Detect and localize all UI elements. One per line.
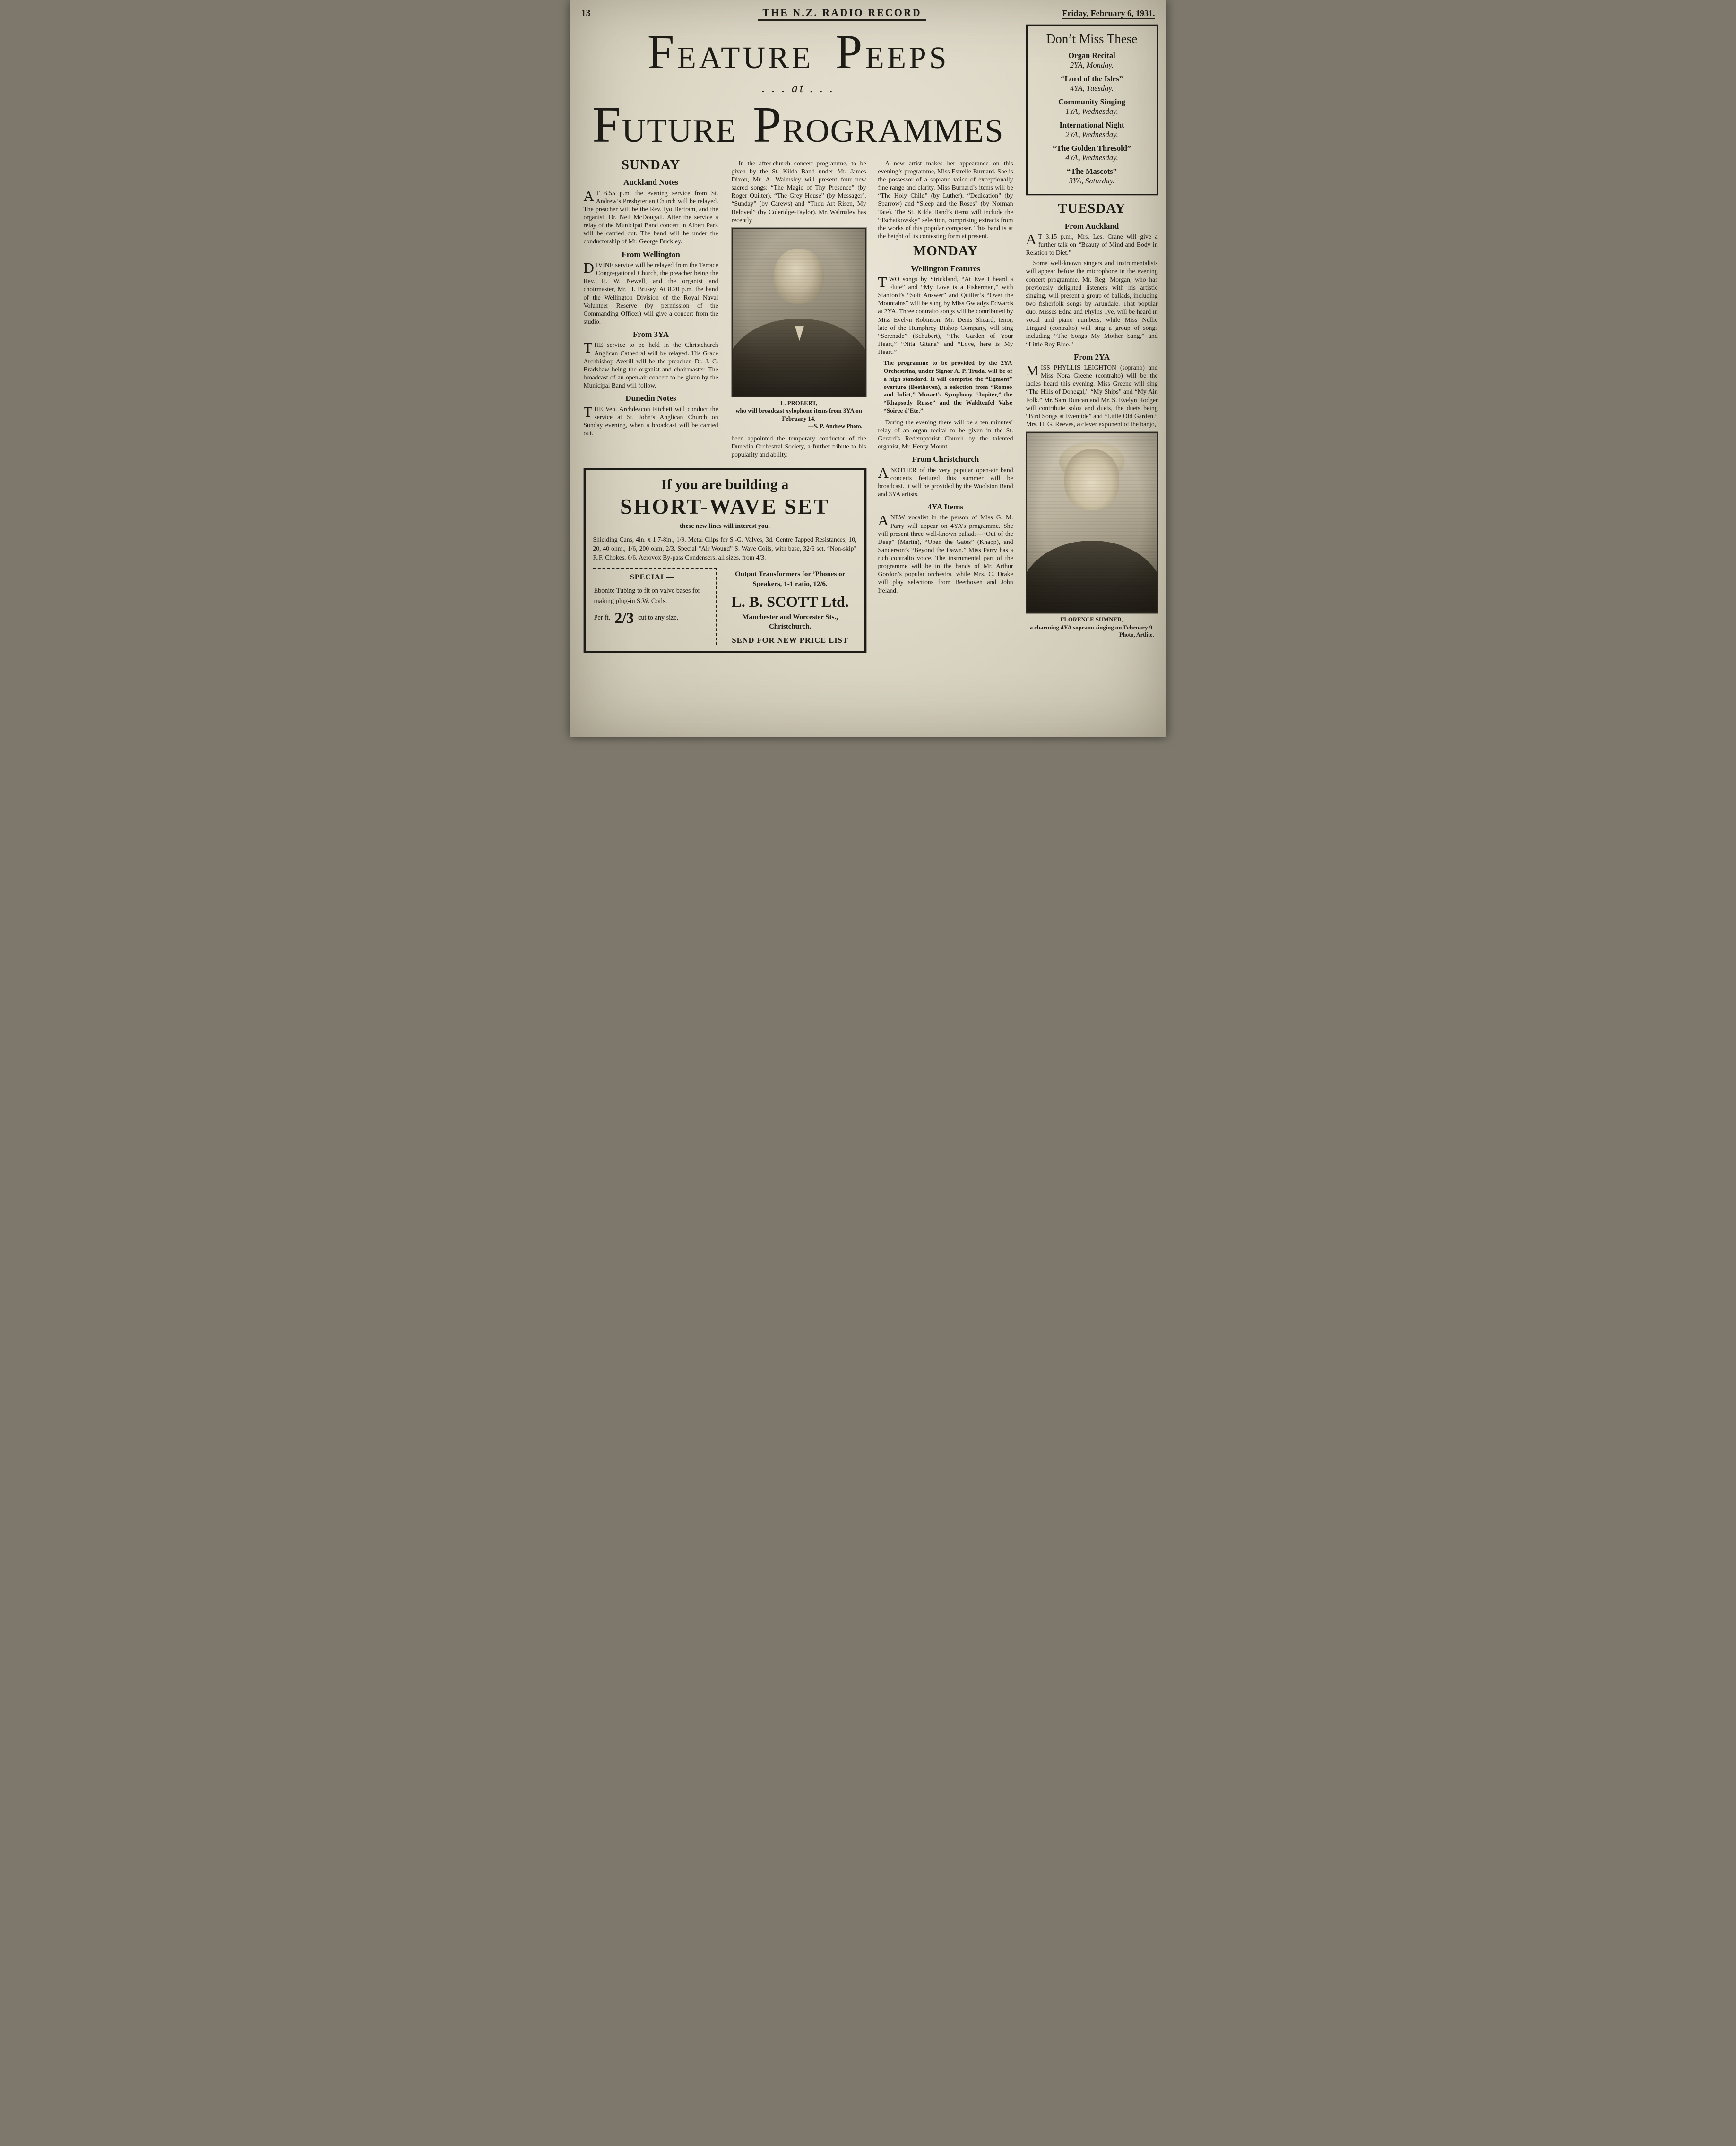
ad-title-line1: If you are building a [661,475,789,492]
paragraph-text: T 3.15 p.m., Mrs. Les. Crane will give a further talk on “Beauty of Mind and Body in Relation to Diet.” [1026,233,1158,257]
masthead-date-text: Friday, February 6, 1931. [1062,9,1155,19]
paragraph-text: WO songs by Strickland, “At Eve I heard a Flute” and “My Love is a Fisherman,” with Stanford’s “Soft Answer” and Quilter’s “Over the Mountains” will be sung by Miss Gwladys Edwards at 2YA. Three contralto songs will be contributed by Miss Evelyn Robinson. Mr. Denis Sheard, tenor, late of the Humphrey Bishop Company, will sing “Serenade” (Schubert), “The Garden of Your Heart,” “Nita Gitana” and “Love, here is My Heart.” [878,275,1013,356]
sumner-portrait-photo [1026,432,1158,613]
paragraph [584,405,718,438]
from-auckland-subheading: From Auckland [1064,221,1119,231]
paragraph [584,341,718,389]
from-3ya-subheading: From 3YA [632,330,669,339]
page-number: 13 [581,8,591,18]
paragraph-text: NOTHER of the very popular open-air band concerts featured this summer will be broadcast. It will be provided by the Woolston Band and 3YA artists. [878,466,1013,498]
dropcap: A [878,464,889,481]
orchestrina-note: The programme to be provided by the 2YA Orchestrina, under Signor A. P. Truda, will be of a high standard. It will comprise the “Egmont” overture (Beethoven), a selection from “Romeo and Juliet,” Mozart’s Symphony “Jupiter,” the “Rhapsody Russe” and the Waldteufel Valse “Soiree d’Ete.” [883,360,1012,414]
paragraph-text: T 6.55 p.m. the evening service from St. Andrew’s Presbyterian Church will be relayed. The preacher will be the Rev. Iyo Bertram, and the organist, Dr. Neil McDougall. After the service a relay of the Municipal Band concert in Albert Park will be carried out. The band will be under the conductorship of Mr. George Buckley. [583,189,718,245]
ad-call-to-action: SEND FOR NEW PRICE LIST [732,635,848,645]
portrait-torso [732,319,866,396]
dont-miss-item [1031,144,1153,163]
headline-rest: ROGRAMMES [782,113,1004,150]
dont-miss-item [1031,97,1153,116]
portrait-head [774,249,824,304]
headline-rest: EATURE [677,41,814,75]
dont-miss-item-schedule: 4YA, Tuesday. [1070,84,1114,93]
headline-line-feature-peeps [584,28,1013,77]
caption-name: FLORENCE SUMNER, [1060,616,1123,623]
paragraph-text: IVINE service will be relayed from the Terrace Congregational Church, the preacher being the Rev. H. W. Newell, and the organist and choirmaster, Mr. H. Brusey. At 8.20 p.m. the band of the Wellington Division of the Royal Naval Volunteer Reserve (by permission of the Commanding Officer) will give a concert from the studio. [583,261,718,325]
column-probert [725,155,866,461]
ad-special-box [593,568,717,645]
paragraph-text: NEW vocalist in the person of Miss G. M. Parry will appear on 4YA’s programme. She will present three well-known ballads—“Out of the Deep” (Martin), “Open the Gates” (Knapp), and Sanderson’s “Beyond the Dawn.” Miss Parry has a rich contralto voice. The instrumental part of the programme will be in the hands of Mr. Arthur Gordon’s popular orchestra, while Mrs. C. Drake will play selections from Beethoven and John Ireland. [878,514,1013,594]
paragraph-text: HE Ven. Archdeacon Fitchett will conduct the service at St. John’s Anglican Church on Sunday evening, when a broadcast will be carried out. [583,405,718,437]
dont-miss-item-schedule: 4YA, Wednesday. [1065,153,1118,162]
dunedin-notes-subheading: Dunedin Notes [625,394,676,403]
headline-initial: F [592,96,622,154]
probert-portrait-photo [732,228,866,397]
paragraph: A new artist makes her appearance on this evening’s programme, Miss Estrelle Burnard. She is the possessor of a soprano voice of exceptionally fine range and clarity. Miss Burnard’s items will be “The Holy Child” (by Luther), “Dedication” (by Sparrow) and “Sleep and the Roses” (by Norman Tate). The St. Kilda Band’s items will include the “Tschaikowsky” selection, comprising extracts from the works of this popular composer. This band is at the height of its contesting form at present. [878,159,1013,240]
portrait-collar [795,326,804,341]
paragraph [584,189,718,246]
paragraph-text: HE service to be held in the Christchurch Anglican Cathedral will be relayed. His Grace Archbishop Averill will be the preacher, Dr. J. C. Bradshaw being the organist and choirmaster. The broadcast of an open-air concert to be given by the Municipal Band will follow. [583,341,718,389]
page-content [579,25,1158,653]
ad-company-name: L. B. SCOTT Ltd. [731,593,849,610]
dropcap: M [1026,362,1039,379]
ad-company-address: Manchester and Worcester Sts., Christchurch. [742,613,838,631]
headline-initial: P [835,26,865,79]
dont-miss-item-name: “The Golden Thresold” [1052,144,1131,153]
dont-miss-item [1031,167,1153,186]
columns-one-two [584,155,866,653]
dont-miss-item-schedule: 2YA, Monday. [1070,60,1114,69]
dont-miss-title: Don’t Miss These [1046,32,1138,46]
ad-body-text: Shielding Cans, 4in. x 1 7-8in., 1/9. Metal Clips for S.-G. Valves, 3d. Centre Tapped Resistances, 10, 20, 40 ohm., 1/6, 200 ohm, 2/3. Special “Air Wound” S. Wave Coils, with base, 32/6 set. “Non-skip” R.F. Chokes, 6/6. Aerovox By-pass Condensers, all sizes, from 4/3. [593,535,857,561]
headline-initial: F [647,26,677,79]
dropcap: T [878,273,887,290]
paragraph: Some well-known singers and instrumentalists will appear before the microphone in the evening concert programme. Mr. Reg. Morgan, who has previously delighted listeners with his artistic singing, will present a group of ballads, including two fisherfolk songs by Arundale. That popular duo, Misses Edna and Phyllis Tye, will be heard in vocal and piano numbers, while Miss Nellie Lingard (contralto) will sing a group of songs including “The Songs My Mother Sang,” and “Little Boy Blue.” [1026,259,1158,348]
dont-miss-item-name: “Lord of the Isles” [1061,74,1123,83]
headline-word-programmes [753,96,1004,154]
ad-special-label: SPECIAL— [630,573,674,581]
dont-miss-item-name: Community Singing [1058,97,1125,106]
caption-text: a charming 4YA soprano singing on February 9. [1029,624,1154,631]
paragraph: In the after-church concert programme, to be given by the St. Kilda Band under Mr. James Dixon, Mr. A. Walmsley will present four new sacred songs: “The Magic of Thy Presence” (by Roger Quilter), “The Grey House” (by Messager), “Sunday” (by Carews) and “Thou Art Risen, My Beloved” (by Coleridge-Taylor). Mr. Walmsley has recently [731,159,866,224]
columns-one-two-row [584,155,866,461]
ad-output-text: Output Transformers for ’Phones or Speakers, 1-1 ratio, 12/6. [734,570,846,588]
headline-word-future [592,96,737,154]
ad-price-suffix: cut to any size. [638,613,679,621]
ad-subtitle: these new lines will interest you. [679,522,770,530]
portrait-hair [1059,442,1124,482]
caption-text: who will broadcast xylophone items from 3YA on February 14. [735,407,862,422]
dont-miss-item-name: International Night [1059,121,1124,129]
dont-miss-item-name: Organ Recital [1068,51,1115,60]
ad-special-text: Ebonite Tubing to fit on valve bases for making plug-in S.W. Coils. [594,587,700,605]
newspaper-page [570,0,1166,737]
from-christchurch-subheading: From Christchurch [912,455,979,464]
dont-miss-item-schedule: 3YA, Saturday. [1069,176,1115,185]
sunday-heading: SUNDAY [621,157,681,172]
left-columns [584,155,1013,653]
dont-miss-item [1031,74,1153,93]
portrait-head [1064,449,1119,510]
dropcap: A [583,187,594,204]
headline-word-peeps [835,26,950,79]
headline-word-feature [647,26,814,79]
dont-miss-item-schedule: 1YA, Wednesday. [1065,107,1118,116]
ad-bottom-row [593,568,857,645]
headline [584,25,1013,155]
wellington-features-subheading: Wellington Features [911,264,980,273]
dont-miss-item-schedule: 2YA, Wednesday. [1065,130,1118,139]
dropcap: A [1026,231,1036,248]
from-2ya-subheading: From 2YA [1073,352,1110,362]
sumner-figure [1026,432,1158,639]
paragraph [1026,363,1158,428]
headline-rest: UTURE [622,113,737,150]
sumner-caption [1026,616,1158,639]
ad-company-block [724,568,857,645]
probert-figure [732,228,866,431]
masthead-date [1036,9,1155,18]
masthead-title: THE N.Z. RADIO RECORD [758,7,926,21]
ad-price: 2/3 [614,609,634,626]
headline-connector: . . . at . . . [761,81,835,95]
paragraph [1026,233,1158,257]
tuesday-heading: TUESDAY [1058,201,1126,216]
ad-price-row [594,609,710,627]
headline-line-future-programmes [584,96,1013,154]
paragraph: During the evening there will be a ten minutes’ relay of an organ recital to be given in the St. Gerard’s Redemptorist Church by the talented organist, Mr. Henry Mount. [878,418,1013,450]
paragraph [584,261,718,326]
column-sunday [584,155,718,461]
paragraph [878,513,1013,594]
ad-title-line2: SHORT-WAVE SET [620,494,830,518]
probert-caption [732,399,866,431]
portrait-torso [1026,541,1158,612]
column-monday [872,155,1013,653]
dont-miss-item [1031,121,1153,139]
from-wellington-subheading: From Wellington [622,250,680,259]
paragraph: been appointed the temporary conductor of the Dunedin Orchestral Society, a further tribute to his popularity and ability. [731,434,866,458]
paragraph [878,275,1013,356]
ad-price-prefix: Per ft. [594,614,611,621]
dropcap: D [583,259,594,276]
dont-miss-item [1031,51,1153,70]
dropcap: A [878,512,889,529]
dropcap: T [583,339,593,356]
caption-credit: Photo, Artlite. [1119,631,1154,638]
headline-rest: EEPS [865,41,950,75]
caption-credit: —S. P. Andrew Photo. [808,422,863,430]
paragraph-text: ISS PHYLLIS LEIGHTON (soprano) and Miss Nora Greene (contralto) will be the ladies heard this evening. Miss Greene will sing “The Hills of Donegal,” “My Ships” and “My Ain Folk.” Mr. Sam Duncan and Mr. S. Evelyn Rodger will contribute solos and duets, the duets being “Bird Songs at Eventide” and “Little Old Garden.” Mrs. H. G. Reeves, a clever exponent of the banjo, [1026,364,1158,428]
auckland-notes-subheading: Auckland Notes [623,178,678,187]
monday-heading: MONDAY [913,243,978,259]
column-tuesday [1026,200,1158,639]
headline-initial: P [753,96,783,154]
4ya-items-subheading: 4YA Items [927,502,964,511]
dropcap: T [583,403,593,420]
short-wave-advertisement [584,468,866,653]
left-region [579,25,1013,653]
dont-miss-box [1026,25,1158,195]
right-region [1020,25,1158,653]
caption-name: L. PROBERT, [780,399,818,406]
paragraph [878,466,1013,499]
masthead [579,5,1158,24]
dont-miss-item-name: “The Mascots” [1067,167,1117,176]
